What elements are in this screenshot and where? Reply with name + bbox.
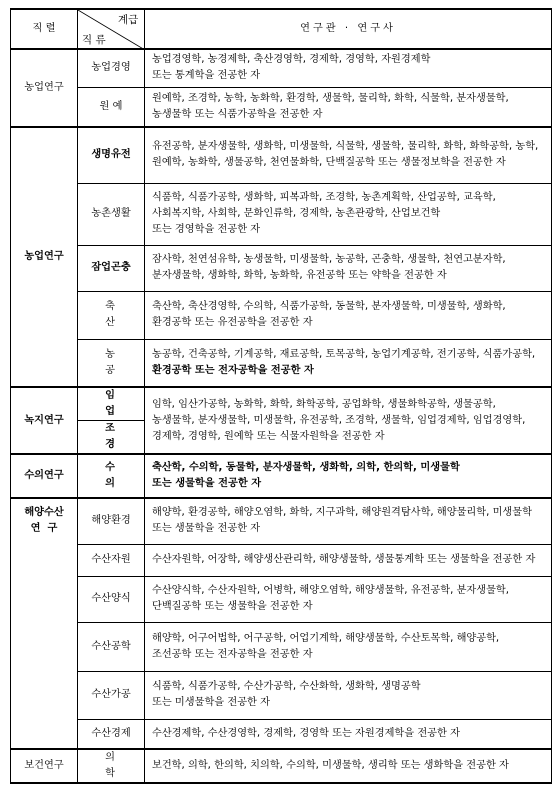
qualification-cell: 식품학, 식품가공학, 생화학, 피복과학, 조경학, 농촌계획학, 산업공학, 교육학, 사회복지학, 사회학, 문화인류학, 경제학, 농촌관광학, 산업보건학 또는 경영학을 전공한 자: [145, 183, 552, 245]
table-row: [11, 719, 552, 749]
category-cell: 수 의: [78, 454, 145, 498]
table-row: [11, 671, 552, 719]
series-cell: 농업연구: [11, 127, 78, 387]
table-row: [11, 454, 552, 498]
category-cell: 수산자원: [78, 544, 145, 576]
qualification-cell: 식품학, 식품가공학, 수산가공학, 수산화학, 생화학, 생명공학 또는 미생물학을 전공한 자: [145, 671, 552, 719]
table-row: [11, 622, 552, 671]
table-row: [11, 183, 552, 245]
table-row: [11, 127, 552, 183]
header-type: 직 류: [82, 34, 106, 46]
qualification-cell: 축산학, 수의학, 동물학, 분자생물학, 생화학, 의학, 한의학, 미생물학 또는 생물학을 전공한 자: [145, 454, 552, 498]
series-cell: 농업연구: [11, 49, 78, 127]
qualification-cell: 임학, 임산가공학, 농화학, 화학, 화학공학, 공업화학, 생물화학공학, 생물공학, 농생물학, 분자생물학, 미생물학, 유전공학, 조경학, 생물학, 임업경제학, 임업경영학, 경제학, 경영학, 원예학 또는 식물자원학을 전공한 자: [145, 387, 552, 454]
qualification-cell: 보건학, 의학, 한의학, 치의학, 수의학, 미생물학, 생리학 또는 생화학을 전공한 자: [145, 749, 552, 783]
header-grade-type: [78, 9, 145, 49]
series-cell: 수의연구: [11, 454, 78, 498]
header-row: [11, 9, 552, 49]
category-cell: 축 산: [78, 291, 145, 339]
qualification-cell: 축산학, 축산경영학, 수의학, 식품가공학, 동물학, 분자생물학, 미생물학, 생화학, 환경공학 또는 유전공학을 전공한 자: [145, 291, 552, 339]
header-grade: 계급: [118, 14, 139, 26]
table-row: [11, 498, 552, 544]
category-cell: 수산공학: [78, 622, 145, 671]
table-row: [11, 387, 552, 421]
qualification-cell: 해양학, 환경공학, 해양오염학, 화학, 지구과학, 해양원격탐사학, 해양물리학, 미생물학 또는 생물학을 전공한 자: [145, 498, 552, 544]
category-cell: 수산경제: [78, 719, 145, 749]
table-row: [11, 544, 552, 576]
qualification-cell: 원예학, 조경학, 농학, 농화학, 환경학, 생물학, 물리학, 화학, 식물학, 분자생물학, 농생물학 또는 식품가공학을 전공한 자: [145, 87, 552, 127]
category-cell: 농촌생활: [78, 183, 145, 245]
qualification-cell: 잠사학, 천연섬유학, 농생물학, 미생물학, 농공학, 곤충학, 생물학, 천연고분자학, 분자생물학, 생화학, 화학, 농화학, 유전공학 또는 약학을 전공한 자: [145, 245, 552, 291]
category-cell: 수산양식: [78, 576, 145, 622]
category-cell: 해양환경: [78, 498, 145, 544]
qualification-cell: 수산양식학, 수산자원학, 어병학, 해양오염학, 해양생물학, 유전공학, 분자생물학, 단백질공학 또는 생물학을 전공한 자: [145, 576, 552, 622]
table-row: [11, 49, 552, 87]
category-cell: 원 예: [78, 87, 145, 127]
qualification-cell: 수산경제학, 수산경영학, 경제학, 경영학 또는 자원경제학을 전공한 자: [145, 719, 552, 749]
series-cell: 녹지연구: [11, 387, 78, 454]
category-cell: 농업경영: [78, 49, 145, 87]
category-cell: 임 업: [78, 387, 145, 421]
table-row: [11, 291, 552, 339]
category-cell: 수산가공: [78, 671, 145, 719]
series-cell: 해양수산 연 구: [11, 498, 78, 749]
qualification-cell: 농공학, 건축공학, 기계공학, 재료공학, 토목공학, 농업기계공학, 전기공학, 식품가공학, 환경공학 또는 전자공학을 전공한 자: [145, 339, 552, 387]
header-researcher: 연구관 · 연구사: [145, 9, 552, 49]
series-cell: 보건연구: [11, 749, 78, 783]
qualification-cell: 농업경영학, 농경제학, 축산경영학, 경제학, 경영학, 자원경제학 또는 통계학을 전공한 자: [145, 49, 552, 87]
category-cell: 생명유전: [78, 127, 145, 183]
table-row: [11, 339, 552, 387]
table-row: [11, 245, 552, 291]
qualification-cell: 해양학, 어구어법학, 어구공학, 어업기계학, 해양생물학, 수산토목학, 해양공학, 조선공학 또는 전자공학을 전공한 자: [145, 622, 552, 671]
research-position-table: [10, 8, 552, 784]
category-cell: 의 학: [78, 749, 145, 783]
category-cell: 농 공: [78, 339, 145, 387]
qualification-cell: 수산자원학, 어장학, 해양생산관리학, 해양생물학, 생물통계학 또는 생물학을 전공한 자: [145, 544, 552, 576]
category-cell: 잠업곤충: [78, 245, 145, 291]
table-row: [11, 749, 552, 783]
table-row: [11, 576, 552, 622]
qualification-cell: 유전공학, 분자생물학, 생화학, 미생물학, 식물학, 생물학, 물리학, 화학, 화학공학, 농학, 원예학, 농화학, 생물공학, 천연물화학, 단백질공학 또는 생물정보학을 전공한 자: [145, 127, 552, 183]
header-series: 직 렬: [11, 9, 78, 49]
category-cell: 조 경: [78, 421, 145, 455]
table-row: [11, 87, 552, 127]
